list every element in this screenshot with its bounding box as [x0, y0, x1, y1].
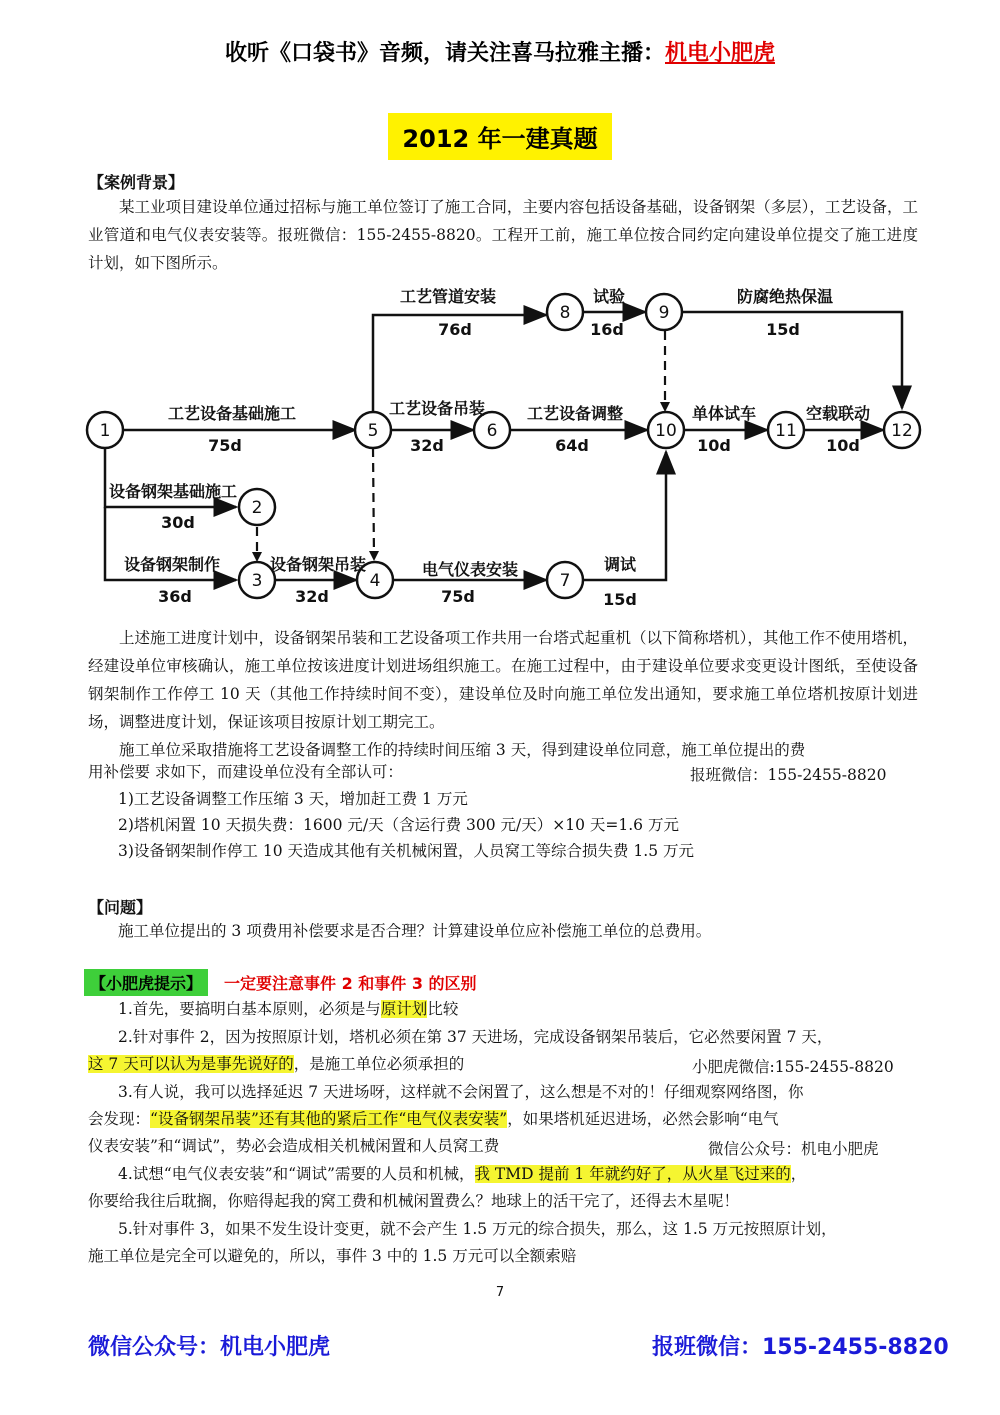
node-label: 9: [658, 303, 670, 323]
activity-name: 单体试车: [691, 404, 757, 423]
hint-label: 【小肥虎提示】: [84, 969, 208, 996]
background-heading: 【案例背景】: [88, 173, 185, 192]
node-label: 12: [891, 421, 913, 441]
node-label: 8: [559, 303, 571, 323]
activity-name: 设备钢架制作: [123, 555, 221, 574]
node-label: 3: [251, 571, 263, 591]
node-label: 2: [251, 498, 263, 518]
activity-name: 工艺设备吊装: [388, 399, 486, 418]
activity-duration: 36d: [158, 587, 192, 606]
footer-left: 微信公众号：机电小肥虎: [88, 1335, 331, 1360]
hint-1: 1.首先，要搞明白基本原则，必须是与原计划比较: [118, 1000, 459, 1018]
node-label: 4: [369, 571, 381, 591]
activity-duration: 32d: [295, 587, 329, 606]
node-label: 5: [367, 421, 379, 441]
activity-duration: 15d: [603, 590, 637, 609]
hint-3-line3: 仪表安装”和“调试”，势必会造成相关机械闲置和人员窝工费: [88, 1137, 500, 1155]
activity-name: 防腐绝热保温: [736, 287, 834, 306]
activity-name: 试验: [592, 287, 626, 306]
background-paragraph: 某工业项目建设单位通过招标与施工单位签订了施工合同，主要内容包括设备基础，设备钢架（多层），工艺设备，工业管道和电气仪表安装等。报班微信：155-2455-8820。工程开工前，施工单位按合同约定向建设单位提交了施工进度计划，如下图所示。: [88, 198, 918, 272]
hint-5-line1: 5.针对事件 3，如果不发生设计变更，就不会产生 1.5 万元的综合损失，那么，这 1.5 万元按照原计划，: [118, 1220, 837, 1238]
hint-2-line1: 2.针对事件 2，因为按照原计划，塔机必须在第 37 天进场，完成设备钢架吊装后，它必然要闲置 7 天，: [118, 1028, 833, 1046]
activity-name: 电气仪表安装: [421, 560, 519, 579]
activity-name: 工艺管道安装: [399, 287, 497, 306]
wechat-note: 报班微信：155-2455-8820: [690, 766, 887, 784]
node-label: 6: [486, 421, 498, 441]
hint-4-line2: 你要给我往后耽搁，你赔得起我的窝工费和机械闲置费么？地球上的活干完了，还得去木星呢！: [88, 1192, 740, 1210]
hint-3-line2: 会发现：“设备钢架吊装”还有其他的紧后工作“电气仪表安装”，如果塔机延迟进场，必然会影响“电气: [88, 1110, 779, 1128]
wechat-public-note: 微信公众号：机电小肥虎: [708, 1140, 879, 1158]
hint-2-line2: 这 7 天可以认为是事先说好的，是施工单位必须承担的: [88, 1055, 465, 1073]
activity-name: 设备钢架基础施工: [108, 482, 238, 501]
activity-duration: 76d: [438, 320, 472, 339]
network-diagram: [0, 270, 1000, 620]
node-label: 7: [559, 571, 571, 591]
activity-duration: 15d: [766, 320, 800, 339]
activity-duration: 64d: [555, 436, 589, 455]
measures-paragraph-line2: 用补偿要 求如下，而建设单位没有全部认可：: [88, 763, 403, 781]
header-brand[interactable]: 机电小肥虎: [665, 41, 776, 66]
footer-right: 报班微信：155-2455-8820: [652, 1335, 949, 1360]
hint-5-line2: 施工单位是完全可以避免的，所以，事件 3 中的 1.5 万元可以全额索赔: [88, 1247, 577, 1265]
claim-item: 1)工艺设备调整工作压缩 3 天，增加赶工费 1 万元: [118, 790, 468, 808]
activity-duration: 10d: [826, 436, 860, 455]
question-heading: 【问题】: [88, 898, 153, 917]
claim-item: 3)设备钢架制作停工 10 天造成其他有关机械闲置，人员窝工等综合损失费 1.5 万元: [118, 842, 694, 860]
activity-name: 工艺设备基础施工: [167, 404, 297, 423]
page-title: 2012 年一建真题: [388, 113, 611, 160]
activity-duration: 75d: [208, 436, 242, 455]
activity-duration: 16d: [590, 320, 624, 339]
measures-paragraph-line1: 施工单位采取措施将工艺设备调整工作的持续时间压缩 3 天，得到建设单位同意，施工单位提出的费: [119, 741, 806, 759]
dummy-5-4: [373, 448, 374, 558]
node-label: 1: [99, 421, 111, 441]
activity-name: 空载联动: [805, 404, 871, 423]
claim-item: 2)塔机闲置 10 天损失费：1600 元/天（含运行费 300 元/天）×10 天=1.6 万元: [118, 816, 679, 834]
hint-3-line1: 3.有人说，我可以选择延迟 7 天进场呀，这样就不会闲置了，这么想是不对的！仔细观察网络图，你: [118, 1083, 804, 1101]
wechat-note-2: 小肥虎微信:155-2455-8820: [692, 1058, 894, 1076]
node-label: 10: [655, 421, 677, 441]
activity-name: 工艺设备调整: [526, 404, 624, 423]
activity-name: 设备钢架吊装: [269, 555, 367, 574]
situation-paragraph: 上述施工进度计划中，设备钢架吊装和工艺设备项工作共用一台塔式起重机（以下简称塔机），其他工作不使用塔机，经建设单位审核确认，施工单位按该进度计划进场组织施工。在施工过程中，由于建设单位要求变更设计图纸，至使设备钢架制作工作停工 10 天（其他工作持续时间不变），建设单位及时向施工单位发出通知，要求施工单位塔机按原计划进场，调整进度计划，保证该项目按原计划工期完工。: [88, 629, 918, 731]
hint-4-line1: 4.试想“电气仪表安装”和“调试”需要的人员和机械，我 TMD 提前 1 年就约好了，从火星飞过来的，: [118, 1165, 807, 1183]
activity-name: 调试: [603, 555, 637, 574]
node-label: 11: [775, 421, 797, 441]
activity-duration: 10d: [697, 436, 731, 455]
page-header: [0, 36, 1000, 67]
activity-duration: 30d: [161, 513, 195, 532]
question-text: 施工单位提出的 3 项费用补偿要求是否合理？计算建设单位应补偿施工单位的总费用。: [118, 922, 712, 940]
activity-duration: 75d: [441, 587, 475, 606]
activity-duration: 32d: [410, 436, 444, 455]
header-prefix: 收听《口袋书》音频，请关注喜马拉雅主播：: [224, 41, 665, 66]
hint-text: 一定要注意事件 2 和事件 3 的区别: [224, 974, 477, 993]
page-number: 7: [495, 1285, 505, 1300]
